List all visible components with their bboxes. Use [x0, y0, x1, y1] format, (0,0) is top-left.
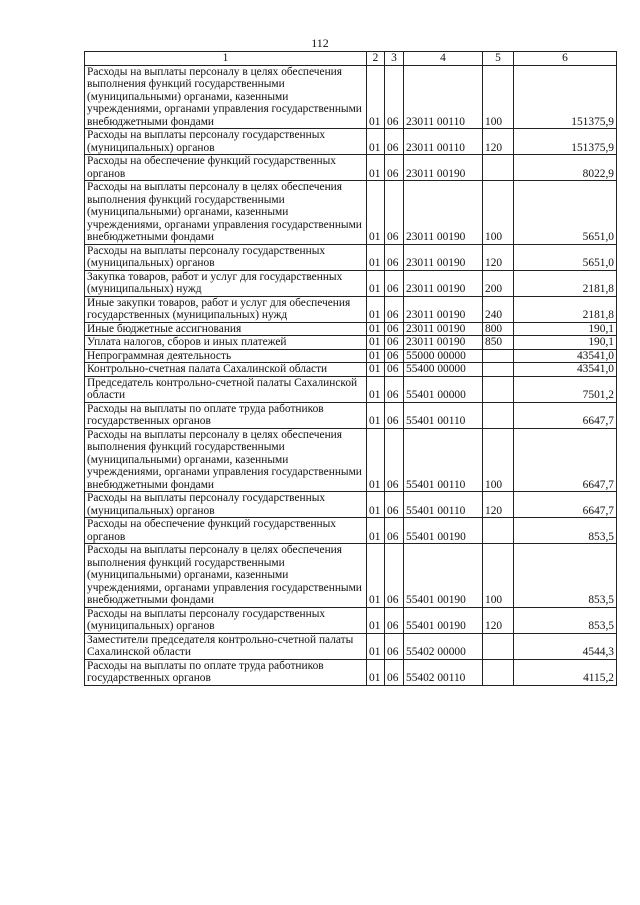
row-amount: 2181,8 — [514, 270, 617, 296]
row-subsection-code: 06 — [385, 402, 404, 428]
table-row — [85, 65, 617, 129]
row-description: Уплата налогов, сборов и иных платежей — [85, 336, 367, 350]
row-description: Непрограммная деятельность — [85, 349, 367, 363]
row-subsection-code: 06 — [385, 336, 404, 350]
row-description: Расходы на выплаты персоналу государственных (муниципальных) органов — [85, 607, 367, 633]
row-description: Расходы на выплаты персоналу государственных (муниципальных) органов — [85, 129, 367, 155]
row-amount: 43541,0 — [514, 363, 617, 377]
table-row — [85, 322, 617, 336]
row-description: Иные закупки товаров, работ и услуг для обеспечения государственных (муниципальных) нужд — [85, 296, 367, 322]
row-subsection-code: 06 — [385, 270, 404, 296]
row-subsection-code: 06 — [385, 181, 404, 245]
row-expense-type-code: 240 — [483, 296, 514, 322]
row-amount: 151375,9 — [514, 65, 617, 129]
row-section-code: 01 — [367, 349, 385, 363]
row-description: Расходы на обеспечение функций государственных органов — [85, 155, 367, 181]
row-target-article-code: 23011 00190 — [404, 270, 483, 296]
row-amount: 151375,9 — [514, 129, 617, 155]
row-section-code: 01 — [367, 607, 385, 633]
table-row — [85, 633, 617, 659]
row-subsection-code: 06 — [385, 492, 404, 518]
row-target-article-code: 23011 00190 — [404, 244, 483, 270]
row-expense-type-code — [483, 659, 514, 685]
row-subsection-code: 06 — [385, 659, 404, 685]
row-subsection-code: 06 — [385, 244, 404, 270]
row-description: Расходы на выплаты персоналу государственных (муниципальных) органов — [85, 492, 367, 518]
table-row — [85, 296, 617, 322]
row-target-article-code: 55401 00110 — [404, 428, 483, 492]
row-subsection-code: 06 — [385, 363, 404, 377]
table-row — [85, 155, 617, 181]
row-description: Расходы на выплаты персоналу в целях обеспечения выполнения функций государственными (муниципальными) органами, казенными учреждениями, органами управления государственными внебюджетными фондами — [85, 65, 367, 129]
header-cell-3: 3 — [385, 52, 404, 66]
table-row — [85, 336, 617, 350]
row-description: Председатель контрольно-счетной палаты Сахалинской области — [85, 376, 367, 402]
row-section-code: 01 — [367, 155, 385, 181]
row-subsection-code: 06 — [385, 544, 404, 608]
header-cell-4: 4 — [404, 52, 483, 66]
row-subsection-code: 06 — [385, 428, 404, 492]
budget-table — [84, 51, 617, 686]
row-subsection-code: 06 — [385, 296, 404, 322]
row-section-code: 01 — [367, 363, 385, 377]
row-description: Закупка товаров, работ и услуг для государственных (муниципальных) нужд — [85, 270, 367, 296]
row-subsection-code: 06 — [385, 349, 404, 363]
row-description: Заместители председателя контрольно-счетной палаты Сахалинской области — [85, 633, 367, 659]
row-section-code: 01 — [367, 428, 385, 492]
row-description: Контрольно-счетная палата Сахалинской области — [85, 363, 367, 377]
row-expense-type-code: 800 — [483, 322, 514, 336]
row-section-code: 01 — [367, 518, 385, 544]
row-subsection-code: 06 — [385, 633, 404, 659]
row-amount: 5651,0 — [514, 181, 617, 245]
row-target-article-code: 55401 00190 — [404, 518, 483, 544]
row-description: Расходы на выплаты персоналу в целях обеспечения выполнения функций государственными (муниципальными) органами, казенными учреждениями, органами управления государственными внебюджетными фондами — [85, 544, 367, 608]
row-expense-type-code: 120 — [483, 607, 514, 633]
row-subsection-code: 06 — [385, 155, 404, 181]
table-row — [85, 544, 617, 608]
row-expense-type-code: 120 — [483, 129, 514, 155]
table-row — [85, 363, 617, 377]
row-amount: 7501,2 — [514, 376, 617, 402]
row-subsection-code: 06 — [385, 518, 404, 544]
table-row — [85, 244, 617, 270]
row-target-article-code: 55401 00110 — [404, 492, 483, 518]
row-amount: 5651,0 — [514, 244, 617, 270]
row-target-article-code: 23011 00190 — [404, 336, 483, 350]
table-row — [85, 518, 617, 544]
row-subsection-code: 06 — [385, 322, 404, 336]
row-target-article-code: 23011 00190 — [404, 181, 483, 245]
row-amount: 6647,7 — [514, 402, 617, 428]
row-amount: 853,5 — [514, 607, 617, 633]
table-header-row — [85, 52, 617, 66]
row-target-article-code: 23011 00190 — [404, 322, 483, 336]
row-section-code: 01 — [367, 633, 385, 659]
row-expense-type-code: 100 — [483, 65, 514, 129]
row-section-code: 01 — [367, 402, 385, 428]
table-row — [85, 376, 617, 402]
row-expense-type-code — [483, 376, 514, 402]
row-amount: 6647,7 — [514, 428, 617, 492]
row-target-article-code: 55000 00000 — [404, 349, 483, 363]
table-row — [85, 270, 617, 296]
row-target-article-code: 55401 00190 — [404, 607, 483, 633]
row-description: Расходы на выплаты персоналу в целях обеспечения выполнения функций государственными (муниципальными) органами, казенными учреждениями, органами управления государственными внебюджетными фондами — [85, 181, 367, 245]
row-expense-type-code — [483, 349, 514, 363]
row-expense-type-code: 100 — [483, 544, 514, 608]
row-expense-type-code: 100 — [483, 428, 514, 492]
row-section-code: 01 — [367, 544, 385, 608]
row-expense-type-code — [483, 518, 514, 544]
row-target-article-code: 23011 00190 — [404, 155, 483, 181]
row-target-article-code: 55401 00000 — [404, 376, 483, 402]
row-expense-type-code: 200 — [483, 270, 514, 296]
row-section-code: 01 — [367, 244, 385, 270]
row-section-code: 01 — [367, 376, 385, 402]
table-row — [85, 181, 617, 245]
row-target-article-code: 23011 00110 — [404, 129, 483, 155]
row-expense-type-code: 100 — [483, 181, 514, 245]
row-section-code: 01 — [367, 296, 385, 322]
row-expense-type-code: 120 — [483, 244, 514, 270]
row-section-code: 01 — [367, 322, 385, 336]
row-description: Иные бюджетные ассигнования — [85, 322, 367, 336]
page-number: 112 — [311, 36, 329, 50]
row-description: Расходы на выплаты персоналу государственных (муниципальных) органов — [85, 244, 367, 270]
row-description: Расходы на выплаты персоналу в целях обеспечения выполнения функций государственными (муниципальными) органами, казенными учреждениями, органами управления государственными внебюджетными фондами — [85, 428, 367, 492]
row-subsection-code: 06 — [385, 129, 404, 155]
row-expense-type-code: 850 — [483, 336, 514, 350]
row-description: Расходы на выплаты по оплате труда работников государственных органов — [85, 402, 367, 428]
row-target-article-code: 55401 00110 — [404, 402, 483, 428]
row-target-article-code: 55402 00110 — [404, 659, 483, 685]
row-section-code: 01 — [367, 129, 385, 155]
row-expense-type-code — [483, 363, 514, 377]
row-target-article-code: 55400 00000 — [404, 363, 483, 377]
row-expense-type-code — [483, 402, 514, 428]
row-section-code: 01 — [367, 492, 385, 518]
row-description: Расходы на обеспечение функций государственных органов — [85, 518, 367, 544]
row-amount: 853,5 — [514, 544, 617, 608]
row-target-article-code: 23011 00110 — [404, 65, 483, 129]
row-subsection-code: 06 — [385, 65, 404, 129]
header-cell-1: 1 — [85, 52, 367, 66]
table-row — [85, 659, 617, 685]
row-amount: 853,5 — [514, 518, 617, 544]
row-amount: 43541,0 — [514, 349, 617, 363]
row-expense-type-code — [483, 633, 514, 659]
row-amount: 190,1 — [514, 336, 617, 350]
row-amount: 190,1 — [514, 322, 617, 336]
row-subsection-code: 06 — [385, 607, 404, 633]
row-amount: 8022,9 — [514, 155, 617, 181]
row-section-code: 01 — [367, 181, 385, 245]
row-section-code: 01 — [367, 336, 385, 350]
row-target-article-code: 55402 00000 — [404, 633, 483, 659]
table-row — [85, 492, 617, 518]
row-section-code: 01 — [367, 270, 385, 296]
row-expense-type-code: 120 — [483, 492, 514, 518]
table-row — [85, 428, 617, 492]
row-section-code: 01 — [367, 659, 385, 685]
row-amount: 4544,3 — [514, 633, 617, 659]
row-subsection-code: 06 — [385, 376, 404, 402]
row-description: Расходы на выплаты по оплате труда работников государственных органов — [85, 659, 367, 685]
row-target-article-code: 23011 00190 — [404, 296, 483, 322]
table-row — [85, 349, 617, 363]
header-cell-6: 6 — [514, 52, 617, 66]
table-row — [85, 129, 617, 155]
table-row — [85, 402, 617, 428]
row-section-code: 01 — [367, 65, 385, 129]
budget-table-body — [85, 52, 617, 686]
row-amount: 6647,7 — [514, 492, 617, 518]
header-cell-2: 2 — [367, 52, 385, 66]
row-expense-type-code — [483, 155, 514, 181]
row-target-article-code: 55401 00190 — [404, 544, 483, 608]
row-amount: 4115,2 — [514, 659, 617, 685]
row-amount: 2181,8 — [514, 296, 617, 322]
header-cell-5: 5 — [483, 52, 514, 66]
table-row — [85, 607, 617, 633]
